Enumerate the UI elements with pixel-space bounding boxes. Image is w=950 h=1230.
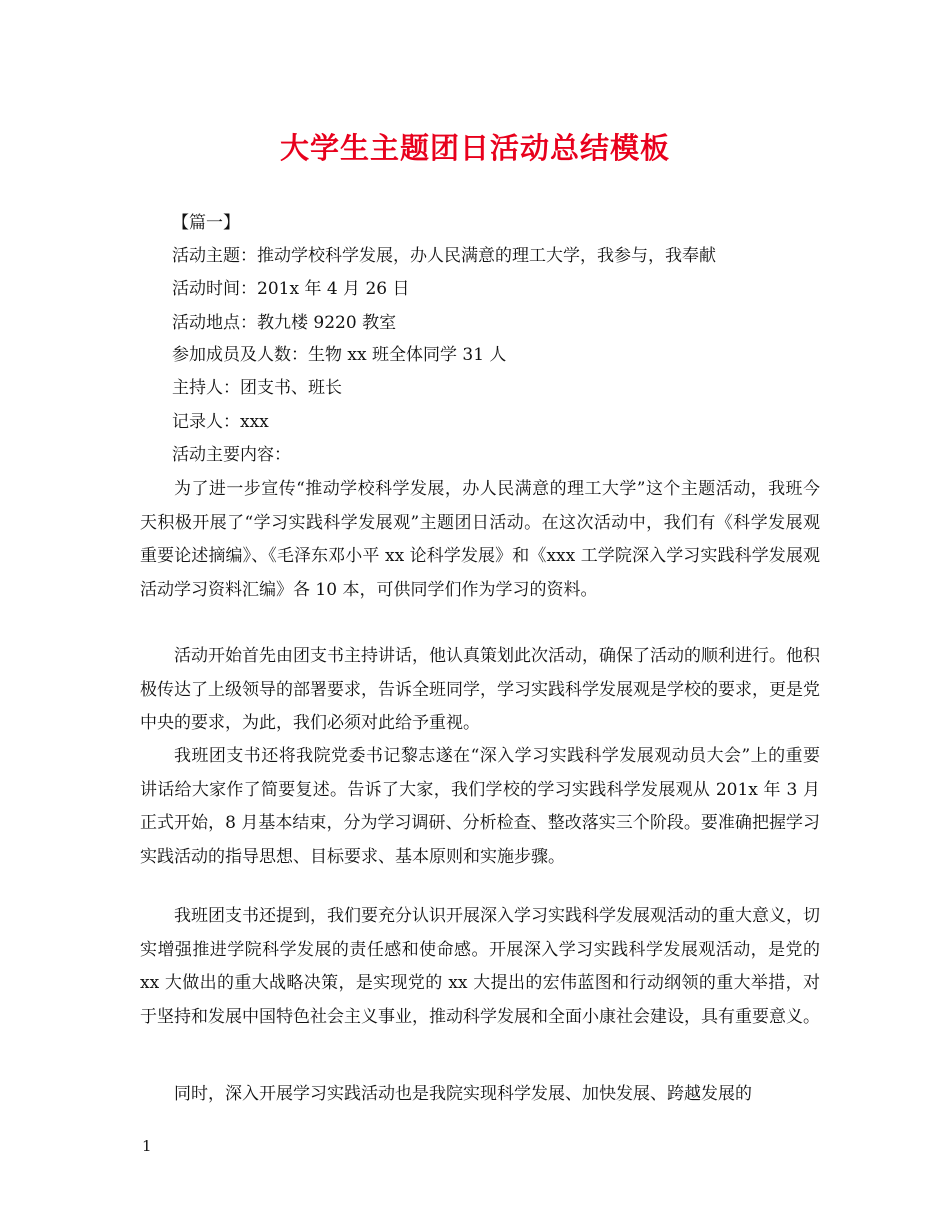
section-label: 【篇一】 bbox=[172, 213, 240, 233]
meta-line-host: 主持人：团支书、班长 bbox=[172, 378, 342, 398]
body-paragraph-2: 活动开始首先由团支书主持讲话，他认真策划此次活动，确保了活动的顺利进行。他积极传达了上级领导的部署要求，告诉全班同学，学习实践科学发展观是学校的要求，更是党中央的要求，为此，我们必须对此给予重视。 bbox=[140, 646, 820, 733]
meta-line-location: 活动地点：教九楼 9220 教室 bbox=[172, 313, 397, 333]
meta-line-theme: 活动主题：推动学校科学发展，办人民满意的理工大学，我参与，我奉献 bbox=[172, 246, 716, 266]
meta-line-participants: 参加成员及人数：生物 xx 班全体同学 31 人 bbox=[172, 345, 507, 365]
body-paragraph-1: 为了进一步宣传“推动学校科学发展，办人民满意的理工大学”这个主题活动，我班今天积极开展了“学习实践科学发展观”主题团日活动。在这次活动中，我们有《科学发展观重要论述摘编》、《毛泽东邓小平 xx 论科学发展》和《xxx 工学院深入学习实践科学发展观活动学习资料汇编》各 10 本，可供同学们作为学习的资料。 bbox=[140, 479, 820, 600]
meta-line-time: 活动时间：201x 年 4 月 26 日 bbox=[172, 279, 410, 299]
body-paragraph-4: 我班团支书还提到，我们要充分认识开展深入学习实践科学发展观活动的重大意义，切实增强推进学院科学发展的责任感和使命感。开展深入学习实践科学发展观活动，是党的 xx 大做出的重大战略决策，是实现党的 xx 大提出的宏伟蓝图和行动纲领的重大举措，对于坚持和发展中国特色社会主义事业，推动科学发展和全面小康社会建设，具有重要意义。 bbox=[140, 906, 820, 1027]
page-number: 1 bbox=[142, 1137, 152, 1155]
body-paragraph-3: 我班团支书还将我院党委书记黎志遂在“深入学习实践科学发展观动员大会”上的重要讲话给大家作了简要复述。告诉了大家，我们学校的学习实践科学发展观从 201x 年 3 月正式开始，8 月基本结束，分为学习调研、分析检查、整改落实三个阶段。要准确把握学习实践活动的指导思想、目标要求、基本原则和实施步骤。 bbox=[140, 746, 820, 867]
document-title: 大学生主题团日活动总结模板 bbox=[279, 131, 670, 165]
meta-line-content-heading: 活动主要内容： bbox=[172, 445, 291, 465]
meta-line-recorder: 记录人：xxx bbox=[172, 412, 269, 432]
body-paragraph-5: 同时，深入开展学习实践活动也是我院实现科学发展、加快发展、跨越发展的 bbox=[174, 1084, 752, 1104]
